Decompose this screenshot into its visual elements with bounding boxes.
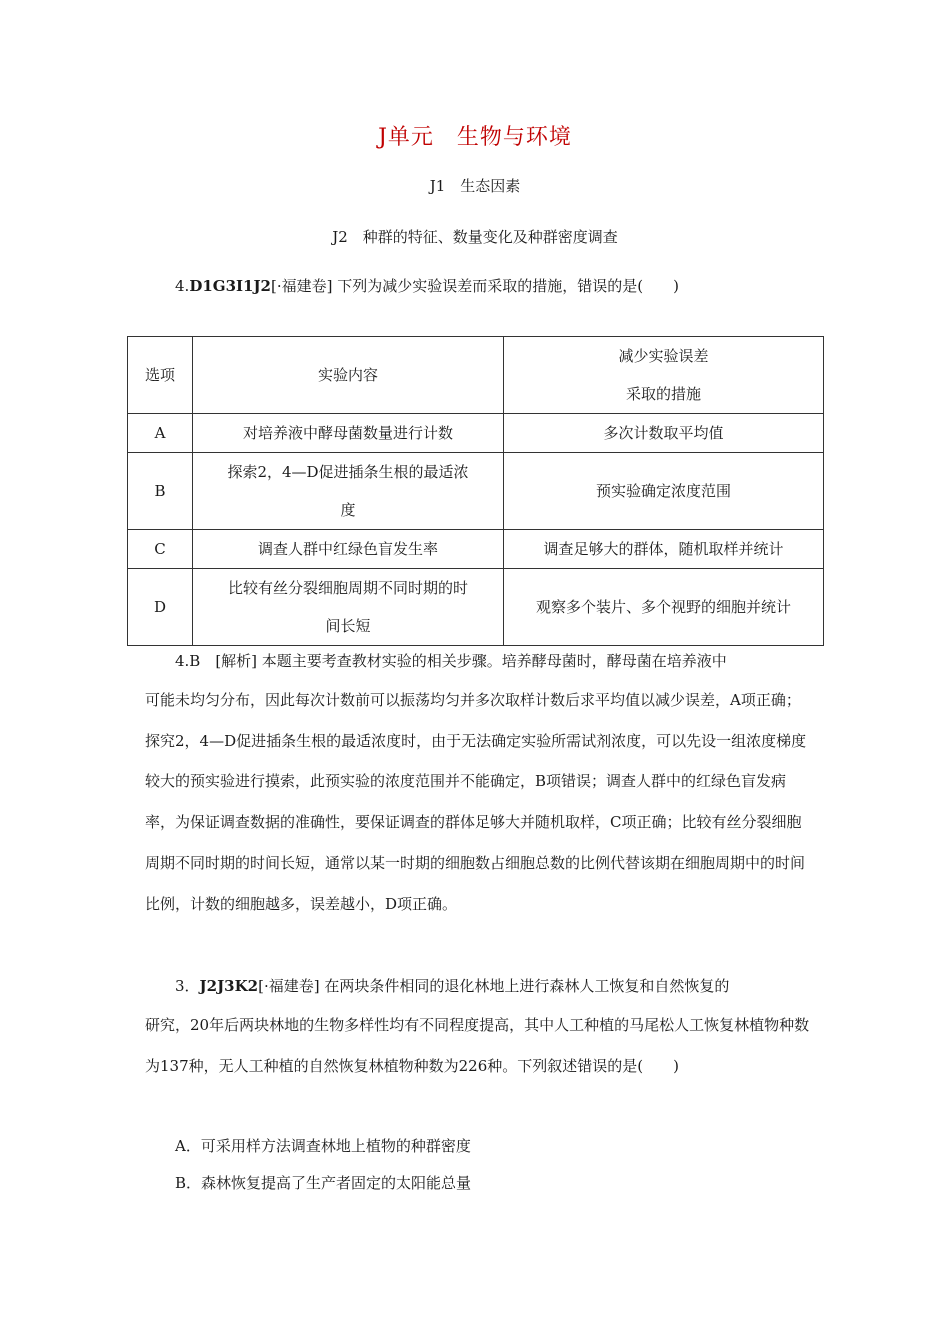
header-measure-line1: 减少实验误差: [618, 347, 709, 365]
row-measure: 观察多个装片、多个视野的细胞并统计: [504, 569, 824, 646]
row-content: [193, 569, 504, 646]
answer-4-first-line: 4.B [解析] 本题主要考查教材实验的相关步骤。培养酵母菌时，酵母菌在培养液中: [175, 652, 727, 670]
row-measure: 多次计数取平均值: [504, 414, 824, 453]
question-code: J2J3K2: [199, 977, 259, 995]
question-stem: 下列为减少实验误差而采取的措施，错误的是( ): [332, 277, 679, 295]
row-option: D: [128, 569, 193, 646]
option-b: B．森林恢复提高了生产者固定的太阳能总量: [175, 1174, 472, 1192]
question-code: D1G3I1J2: [189, 277, 271, 295]
row-measure: 调查足够大的群体，随机取样并统计: [504, 530, 824, 569]
answer-4-explanation: 可能未均匀分布，因此每次计数前可以振荡均匀并多次取样计数后求平均值以减少误差，A项正确；探究2，4—D促进插条生根的最适浓度时，由于无法确定实验所需试剂浓度，可以先设一组浓度梯度较大的预实验进行摸索，此预实验的浓度范围并不能确定，B项错误；调查人群中的红绿色盲发病率，为保证调查数据的准确性，要保证调查的群体足够大并随机取样，C项正确；比较有丝分裂细胞周期不同时期的时间长短，通常以某一时期的细胞数占细胞总数的比例代替该期在细胞周期中的时间比例，计数的细胞越多，误差越小，D项正确。: [145, 691, 807, 913]
question-3: [175, 975, 729, 996]
table-row: [128, 453, 824, 530]
section-heading-j1: J1 生态因素: [429, 177, 521, 195]
row-content-line2: 间长短: [325, 617, 371, 635]
table-row: [128, 569, 824, 646]
row-option: C: [128, 530, 193, 569]
row-option: B: [128, 453, 193, 530]
question-source: [·福建卷]: [271, 277, 333, 295]
header-content: 实验内容: [193, 337, 504, 414]
table-header-row: [128, 337, 824, 414]
option-a: A．可采用样方法调查林地上植物的种群密度: [175, 1137, 471, 1155]
question-3-stem-continued: 研究，20年后两块林地的生物多样性均有不同程度提高，其中人工种植的马尾松人工恢复林植物种数为137种，无人工种植的自然恢复林植物种数为226种。下列叙述错误的是( ): [145, 1016, 810, 1075]
row-content: 调查人群中红绿色盲发生率: [193, 530, 504, 569]
header-measure-line2: 采取的措施: [625, 385, 701, 403]
row-content-line1: 探索2，4—D促进插条生根的最适浓: [227, 463, 469, 481]
experiment-table: [127, 336, 824, 646]
row-content: 对培养液中酵母菌数量进行计数: [193, 414, 504, 453]
header-option: 选项: [128, 337, 193, 414]
row-option: A: [128, 414, 193, 453]
section-heading-j2: J2 种群的特征、数量变化及种群密度调查: [332, 228, 618, 246]
question-4: [175, 275, 679, 296]
row-content: [193, 453, 504, 530]
header-measure: [504, 337, 824, 414]
table-row: [128, 530, 824, 569]
table-row: [128, 414, 824, 453]
row-content-line1: 比较有丝分裂细胞周期不同时期的时: [227, 579, 468, 597]
question-number: 4.: [175, 277, 190, 295]
question-number: 3．: [175, 977, 200, 995]
question-stem: 在两块条件相同的退化林地上进行森林人工恢复和自然恢复的: [319, 977, 730, 995]
row-measure: 预实验确定浓度范围: [504, 453, 824, 530]
question-source: [·福建卷]: [258, 977, 320, 995]
unit-title: J单元 生物与环境: [378, 125, 572, 150]
row-content-line2: 度: [340, 501, 356, 519]
